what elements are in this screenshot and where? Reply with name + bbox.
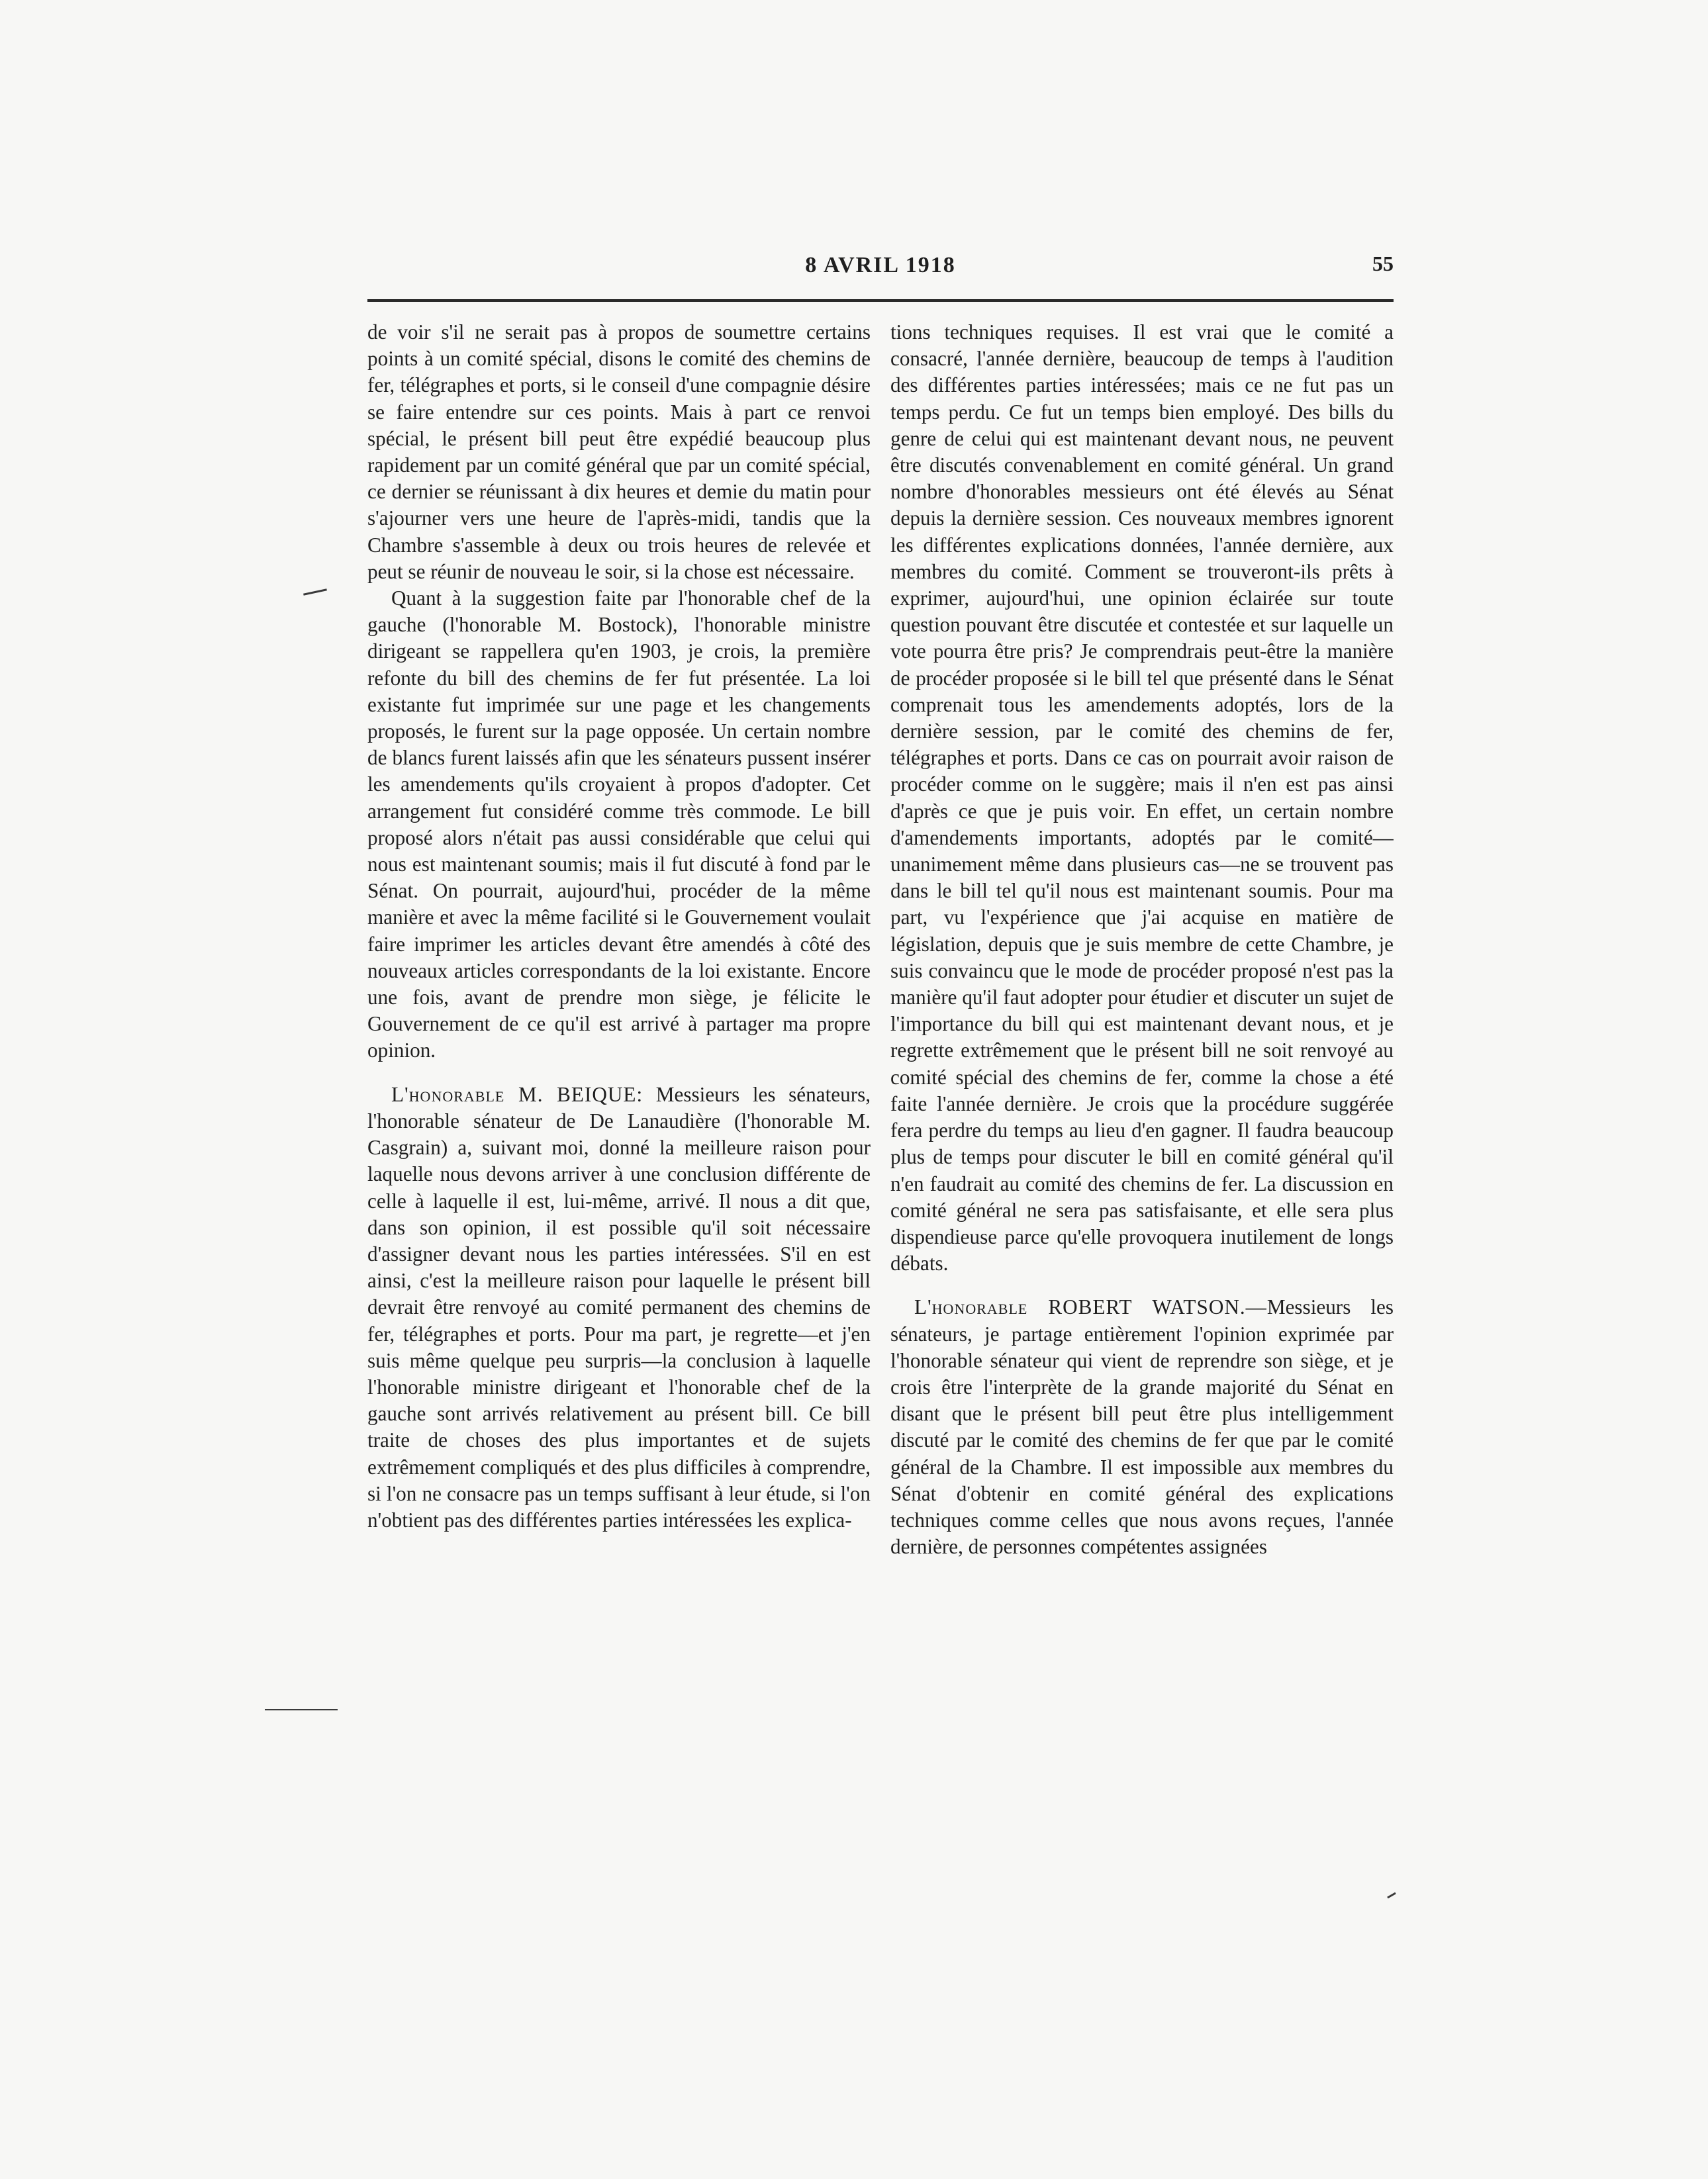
paragraph	[367, 1082, 871, 1534]
speaker-name: L'honorable ROBERT WATSON.—	[914, 1295, 1267, 1319]
scan-mark	[303, 588, 327, 595]
scan-mark	[1387, 1892, 1396, 1899]
header-rule	[367, 299, 1394, 302]
paragraph-text: Messieurs les sénateurs, l'honorable sénateur de De Lanaudière (l'honorable M. Casgrain) a, suivant moi, donné la meilleure raison pour laquelle nous devons arriver à une conclusion différente de celle à laquelle il est, lui-même, arrivé. Il nous a dit que, dans son opinion, il est possible qu'il soit nécessaire d'assigner devant nous les parties intéressées. S'il en est ainsi, c'est la meilleure raison pour laquelle le présent bill devrait être renvoyé au comité permanent des chemins de fer, télégraphes et ports. Pour ma part, je regrette—et j'en suis même quelque peu surpris—la conclusion à laquelle l'honorable ministre dirigeant et l'honorable chef de la gauche sont arrivés relativement au présent bill. Ce bill traite de choses des plus importantes et de sujets extrêmement compliqués et des plus difficiles à comprendre, si l'on ne consacre pas un temps suffisant à leur étude, si l'on n'obtient pas des différentes parties intéressées les explica-	[367, 1082, 871, 1532]
paragraph-text: Messieurs les sénateurs, je partage entièrement l'opinion exprimée par l'honorable sénateur qui vient de reprendre son siège, et je crois être l'interprète de la grande majorité du Sénat en disant que le présent bill peut être plus intelligemment discuté par le comité des chemins de fer que par le comité général de la Chambre. Il est impossible aux membres du Sénat d'obtenir en comité général des explications techniques comme celles que nous avons reçues, l'année dernière, de personnes compétentes assignées	[890, 1295, 1394, 1559]
header-date: 8 AVRIL 1918	[805, 253, 956, 277]
left-column	[367, 319, 871, 1881]
paragraph: tions techniques requises. Il est vrai que le comité a consacré, l'année dernière, beaucoup de temps à l'audition des différentes parties intéressées; mais ce ne fut pas un temps perdu. Ce fut un temps bien employé. Des bills du genre de celui qui est maintenant devant nous, ne peuvent être discutés convenablement en comité général. Un grand nombre d'honorables messieurs ont été élevés au Sénat depuis la dernière session. Ces nouveaux membres ignorent les différentes explications données, l'année dernière, aux membres du comité. Comment se trouveront-ils prêts à exprimer, aujourd'hui, une opinion éclairée sur toute question pouvant être discutée et contestée et sur laquelle un vote pourra être pris? Je comprendrais peut-être la manière de procéder proposée si le bill tel que présenté dans le Sénat comprenait tous les amendements adoptés, lors de la dernière session, par le comité des chemins de fer, télégraphes et ports. Dans ce cas on pourrait avoir raison de procéder comme on le suggère; mais il n'en est pas ainsi d'après ce que je puis voir. En effet, un certain nombre d'amendements importants, adoptés par le comité—unanimement même dans plusieurs cas—ne se trouvent pas dans le bill tel qu'il nous est maintenant soumis. Pour ma part, vu l'expérience que j'ai acquise en matière de législation, depuis que je suis membre de cette Chambre, je suis convaincu que le mode de procéder proposé n'est pas la manière qu'il faut adopter pour étudier et discuter un sujet de l'importance du bill qui est maintenant devant nous, et je regrette extrêmement que le présent bill ne soit renvoyé au comité spécial des chemins de fer, comme la chose a été faite l'année dernière. Je crois que la procédure suggérée fera perdre du temps au lieu d'en gagner. Il faudra beaucoup plus de temps pour discuter le bill en comité général qu'il n'en faudrait au comité des chemins de fer. La discussion en comité général ne sera pas satisfaisante, et elle sera plus dispendieuse parce qu'elle provoquera inutilement de longs débats.	[890, 320, 1394, 1275]
scan-mark	[265, 1709, 338, 1710]
paragraph: de voir s'il ne serait pas à propos de soumettre certains points à un comité spécial, disons le comité des chemins de fer, télégraphes et ports, si le conseil d'une compagnie désire se faire entendre sur ces points. Mais à part ce renvoi spécial, le présent bill peut être expédié beaucoup plus rapidement par un comité général que par un comité spécial, ce dernier se réunissant à dix heures et demie du matin pour s'ajourner vers une heure de l'après-midi, tandis que la Chambre s'assemble à deux ou trois heures de relevée et peut se réunir de nouveau le soir, si la chose est nécessaire.	[367, 320, 871, 583]
paragraph: Quant à la suggestion faite par l'honorable chef de la gauche (l'honorable M. Bostock), l'honorable ministre dirigeant se rappellera qu'en 1903, je crois, la première refonte du bill des chemins de fer fut présentée. La loi existante fut imprimée sur une page et les changements proposés, le furent sur la page opposée. Un certain nombre de blancs furent laissés afin que les sénateurs pussent insérer les amendements qu'ils croyaient à propos d'adopter. Cet arrangement fut considéré comme très commode. Le bill proposé alors n'était pas aussi considérable que celui qui nous est maintenant soumis; mais il fut discuté à fond par le Sénat. On pourrait, aujourd'hui, procéder de la même manière et avec la même facilité si le Gouvernement voulait faire imprimer les articles devant être amendés à côté des nouveaux articles correspondants de la loi existante. Encore une fois, avant de prendre mon siège, je félicite le Gouvernement de ce qu'il est arrivé à partager ma propre opinion.	[367, 586, 871, 1062]
page-number: 55	[1372, 252, 1394, 275]
running-header	[367, 246, 1394, 286]
speaker-name: L'honorable M. BEIQUE:	[391, 1082, 643, 1106]
paragraph	[890, 1294, 1394, 1560]
right-column	[890, 319, 1394, 1881]
